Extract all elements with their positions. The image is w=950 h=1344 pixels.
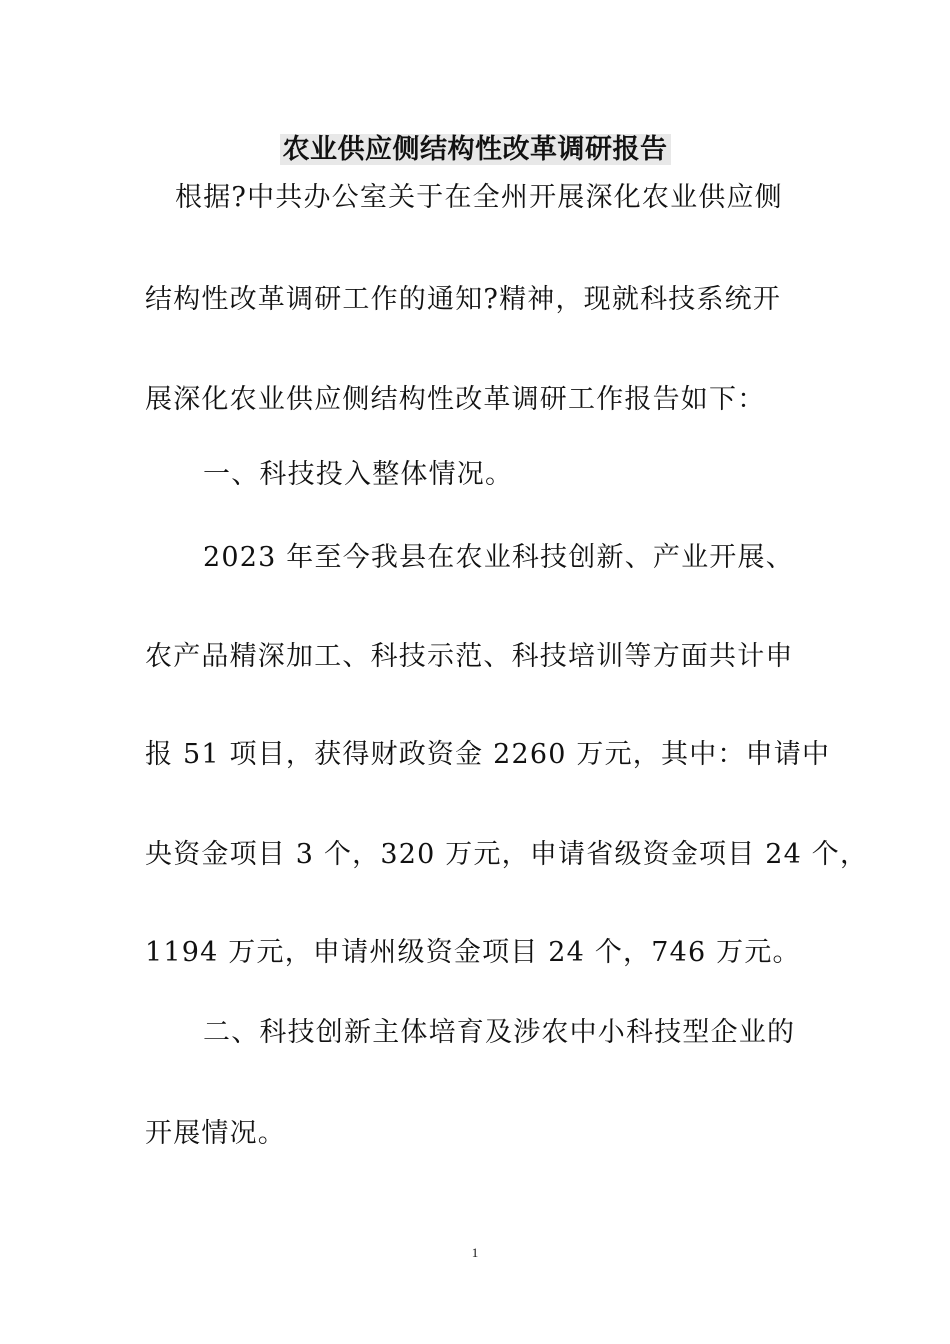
paragraph-line: 1194 万元，申请州级资金项目 24 个，746 万元。 bbox=[145, 937, 801, 968]
paragraph-line: 2023 年至今我县在农业科技创新、产业开展、 bbox=[203, 542, 794, 573]
paragraph-line: 根据?中共办公室关于在全州开展深化农业供应侧 bbox=[175, 182, 783, 213]
paragraph-line: 农产品精深加工、科技示范、科技培训等方面共计申 bbox=[145, 641, 794, 672]
section-heading: 一、科技投入整体情况。 bbox=[203, 459, 514, 490]
paragraph-line: 结构性改革调研工作的通知?精神，现就科技系统开 bbox=[145, 284, 782, 315]
paragraph-line: 展深化农业供应侧结构性改革调研工作报告如下： bbox=[145, 384, 766, 415]
document-title bbox=[0, 130, 950, 170]
section-heading: 二、科技创新主体培育及涉农中小科技型企业的 bbox=[203, 1017, 796, 1048]
title-text: 农业供应侧结构性改革调研报告 bbox=[280, 134, 671, 165]
paragraph-line: 开展情况。 bbox=[145, 1118, 286, 1149]
paragraph-line: 报 51 项目，获得财政资金 2260 万元，其中：申请中 bbox=[145, 739, 831, 770]
paragraph-line: 央资金项目 3 个，320 万元，申请省级资金项目 24 个， bbox=[145, 839, 869, 870]
page-number: 1 bbox=[471, 1245, 479, 1260]
